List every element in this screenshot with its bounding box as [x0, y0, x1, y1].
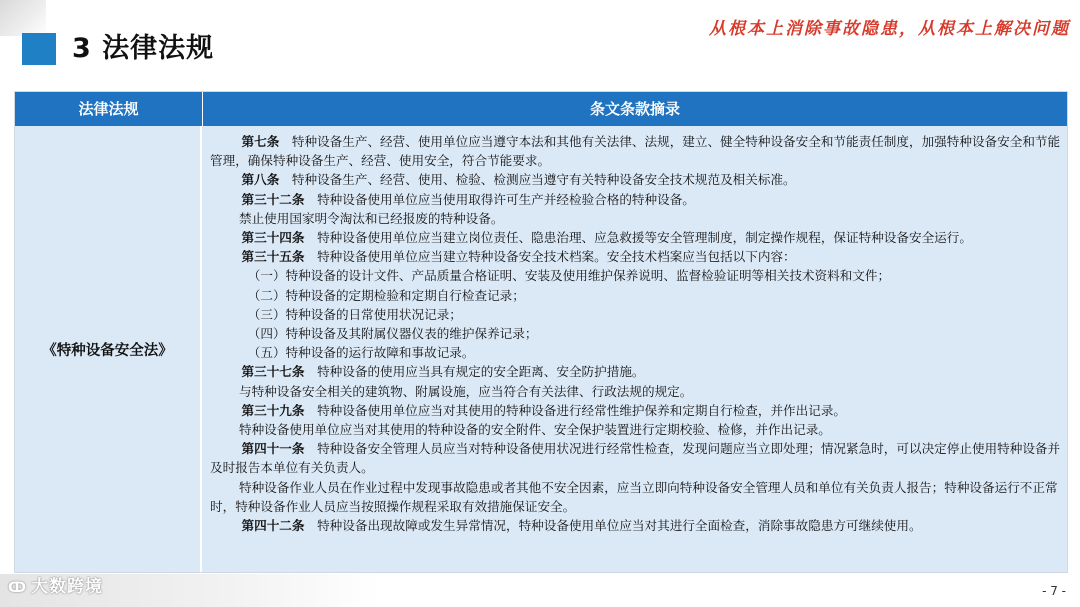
slogan: 从根本上消除事故隐患，从根本上解决问题 — [709, 19, 1070, 39]
clauses-cell — [210, 132, 1065, 570]
clause-text: 特种设备使用单位应当建立特种设备安全技术档案。安全技术档案应当包括以下内容： — [317, 249, 796, 265]
clause-text: 特种设备使用单位应当对其使用的特种设备的安全附件、安全保护装置进行定期校验、检修，并作出记录。 — [238, 422, 831, 438]
clause-text: 禁止使用国家明令淘汰和已经报废的特种设备。 — [238, 210, 504, 226]
clause-line — [210, 247, 1065, 266]
clause-text: （五）特种设备的运行故障和事故记录。 — [247, 345, 475, 361]
clause-text: （二）特种设备的定期检验和定期自行检查记录； — [247, 287, 525, 303]
clause-line — [210, 324, 1065, 343]
title-marker — [22, 33, 56, 65]
clause-text: 特种设备使用单位应当建立岗位责任、隐患治理、应急救援等安全管理制度，制定操作规程，保证特种设备安全运行。 — [317, 230, 972, 246]
clause-line — [210, 382, 1065, 401]
corner-decoration — [0, 0, 46, 36]
clause-line — [210, 362, 1065, 381]
clause-line — [210, 132, 1065, 170]
article-label: 第三十七条 — [241, 364, 305, 380]
clause-text: （四）特种设备及其附属仪器仪表的维护保养记录； — [247, 326, 538, 342]
clause-text: （一）特种设备的设计文件、产品质量合格证明、安装及使用维护保养说明、监督检验证明等相关技术资料和文件； — [247, 268, 891, 284]
clause-line — [210, 343, 1065, 362]
clause-text: 特种设备生产、经营、使用、检验、检测应当遵守有关特种设备安全技术规范及相关标准。 — [291, 172, 796, 188]
clause-line — [210, 478, 1065, 516]
clause-line — [210, 305, 1065, 324]
article-label: 第三十四条 — [241, 230, 305, 246]
clause-text: 特种设备生产、经营、使用单位应当遵守本法和其他有关法律、法规，建立、健全特种设备安全和节能责任制度，加强特种设备安全和节能管理，确保特种设备生产、经营、使用安全，符合节能要求。 — [210, 134, 1061, 169]
clause-text: 特种设备安全管理人员应当对特种设备使用状况进行经常性检查，发现问题应当立即处理；情况紧急时，可以决定停止使用特种设备并及时报告本单位有关负责人。 — [210, 441, 1061, 476]
table-row — [15, 126, 1067, 572]
clause-line — [210, 228, 1065, 247]
clause-text: 特种设备使用单位应当对其使用的特种设备进行经常性维护保养和定期自行检查，并作出记录。 — [317, 402, 846, 418]
law-table — [14, 91, 1068, 573]
article-label: 第三十二条 — [241, 191, 305, 207]
clause-line — [210, 170, 1065, 189]
clause-line — [210, 266, 1065, 285]
article-label: 第四十一条 — [241, 441, 305, 457]
clause-line — [210, 401, 1065, 420]
table-header — [15, 92, 1067, 126]
article-label: 第七条 — [241, 134, 280, 149]
clause-line — [210, 516, 1065, 535]
law-name-cell — [15, 126, 202, 572]
clause-text: 特种设备作业人员在作业过程中发现事故隐患或者其他不安全因素，应当立即向特种设备安全管理人员和单位有关负责人报告；特种设备运行不正常时，特种设备作业人员应当按照操作规程采取有效措施保证安全。 — [210, 479, 1058, 514]
clause-line — [210, 190, 1065, 209]
clause-line — [210, 209, 1065, 228]
column-header-law: 法律法规 — [15, 92, 203, 126]
page-title: 3 法律法规 — [72, 33, 215, 64]
page-number: - 7 - — [1042, 584, 1066, 598]
article-label: 第八条 — [241, 172, 280, 188]
clause-text: （三）特种设备的日常使用状况记录； — [247, 306, 462, 322]
logo-text: 大数跨境 — [31, 577, 104, 597]
logo-icon: ↀ — [8, 580, 28, 596]
clause-text: 特种设备使用单位应当使用取得许可生产并经检验合格的特种设备。 — [317, 191, 695, 207]
article-label: 第四十二条 — [241, 518, 305, 534]
article-label: 第三十九条 — [241, 402, 305, 418]
clause-text: 特种设备的使用应当具有规定的安全距离、安全防护措施。 — [317, 364, 645, 380]
brand-logo — [8, 574, 103, 600]
column-header-clauses: 条文条款摘录 — [589, 100, 680, 118]
clause-line — [210, 420, 1065, 439]
law-name: 《特种设备安全法》 — [42, 342, 173, 359]
clause-text: 特种设备出现故障或发生异常情况，特种设备使用单位应当对其进行全面检查，消除事故隐患方可继续使用。 — [317, 518, 922, 534]
clause-line — [210, 286, 1065, 305]
clause-text: 与特种设备安全相关的建筑物、附属设施，应当符合有关法律、行政法规的规定。 — [238, 383, 693, 399]
clause-line — [210, 439, 1065, 477]
article-label: 第三十五条 — [241, 249, 305, 265]
